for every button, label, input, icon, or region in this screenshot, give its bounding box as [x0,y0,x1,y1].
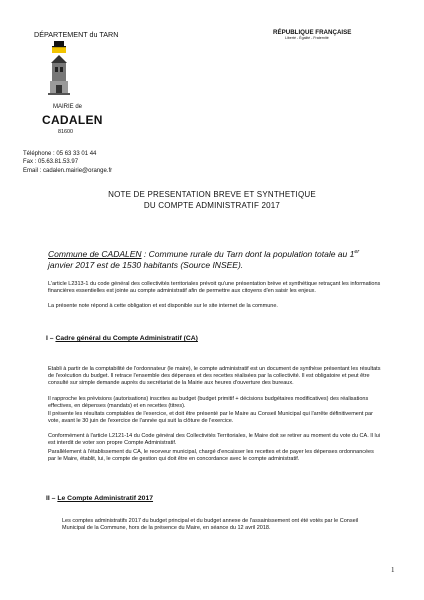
note-title-line-1: NOTE DE PRESENTATION BREVE ET SYNTHETIQUE [108,190,316,199]
section-2-heading [46,495,153,502]
commune-text-a: : Commune rurale du Tarn dont la population totale au 1 [141,248,355,259]
section-1-title: Cadre général du Compte Administratif (CA) [55,335,198,342]
mairie-label: MAIRIE de [53,104,83,110]
email-line: Email : cadalen.mairie@orange.fr [23,168,113,174]
commune-name: Commune de CADALEN [48,248,142,259]
intro-paragraph-2: La présente note répond à cette obligation et est disponible sur le site internet de la commune. [48,303,278,309]
note-title-line-2: DU COMPTE ADMINISTRATIF 2017 [143,201,281,210]
phone-line: Téléphone : 05 63 33 01 44 [23,151,97,157]
commune-sup: er [354,249,360,255]
section-1-paragraph-2: Il rapproche les prévisions (autorisations) inscrites au budget (budget primitif + décisions budgétaires modificatives) des réalisations effectives, en dépenses (mandats) et en recettes (titres). [48,396,369,410]
department-label: DÉPARTEMENT du TARN [34,30,119,39]
town-zip: 81600 [58,129,73,135]
town-name: CADALEN [42,113,103,127]
section-1-prefix: I – [46,335,56,342]
republic-label: RÉPUBLIQUE FRANÇAISE [273,29,352,36]
section-1-paragraph-1: Etabli à partir de la comptabilité de l'ordonnateur (le maire), le compte administratif est un document de synthèse présentant les résultats de l'exécution du budget. Il retrace l'ensemble des dépenses et des recettes réalisées par la collectivité. Il est obligatoire et peut être consulté sur simple demande auprès du secrétariat de la Mairie aux heures d'ouverture des bureaux. [48,366,381,387]
page-number: 1 [391,566,395,574]
section-1-paragraph-4: Conformément à l'article L2121-14 du Code général des Collectivités Territoriales, le Maire doit se retirer au moment du vote du CA. Il lui est interdit de voter son propre Compte Administratif. [48,433,381,447]
town-logo-icon [48,41,70,99]
intro-paragraph-1: L'article L2313-1 du code général des collectivités territoriales prévoit qu'une présentation brève et synthétique retraçant les informations financières essentielles est jointe au compte administratif afin de permettre aux citoyens d'en saisir les enjeux. [48,281,381,295]
republic-motto: Liberté - Égalité - Fraternité [285,36,329,40]
section-1-paragraph-5: Parallèlement à l'établissement du CA, le receveur municipal, chargé d'encaisser les recettes et de payer les dépenses ordonnancées par le Maire, établit, lui, le compte de gestion qui doit être en concordance avec le compte administratif. [48,449,374,463]
section-2-paragraph-1: Les comptes administratifs 2017 du budget principal et du budget annexe de l'assainissement ont été votés par le Conseil Municipal de la Commune, hors de la présence du Maire, en séance du 12 avril 2018. [62,518,359,532]
section-2-prefix: II – [46,495,58,502]
section-1-heading [46,335,198,342]
section-2-title: Le Compte Administratif 2017 [57,495,154,502]
section-1-paragraph-3: Il présente les résultats comptables de l'exercice, et doit être présenté par le Maire au Conseil Municipal qui l'arrête définitivement par vote, avant le 30 juin de l'exercice de l'année qui suit la clôture de l'exercice. [48,411,373,425]
commune-summary [48,247,378,272]
fax-line: Fax : 05.63.81.53.97 [23,159,79,165]
commune-text-b: janvier 2017 est de 1530 habitants (Source INSEE). [48,260,244,271]
